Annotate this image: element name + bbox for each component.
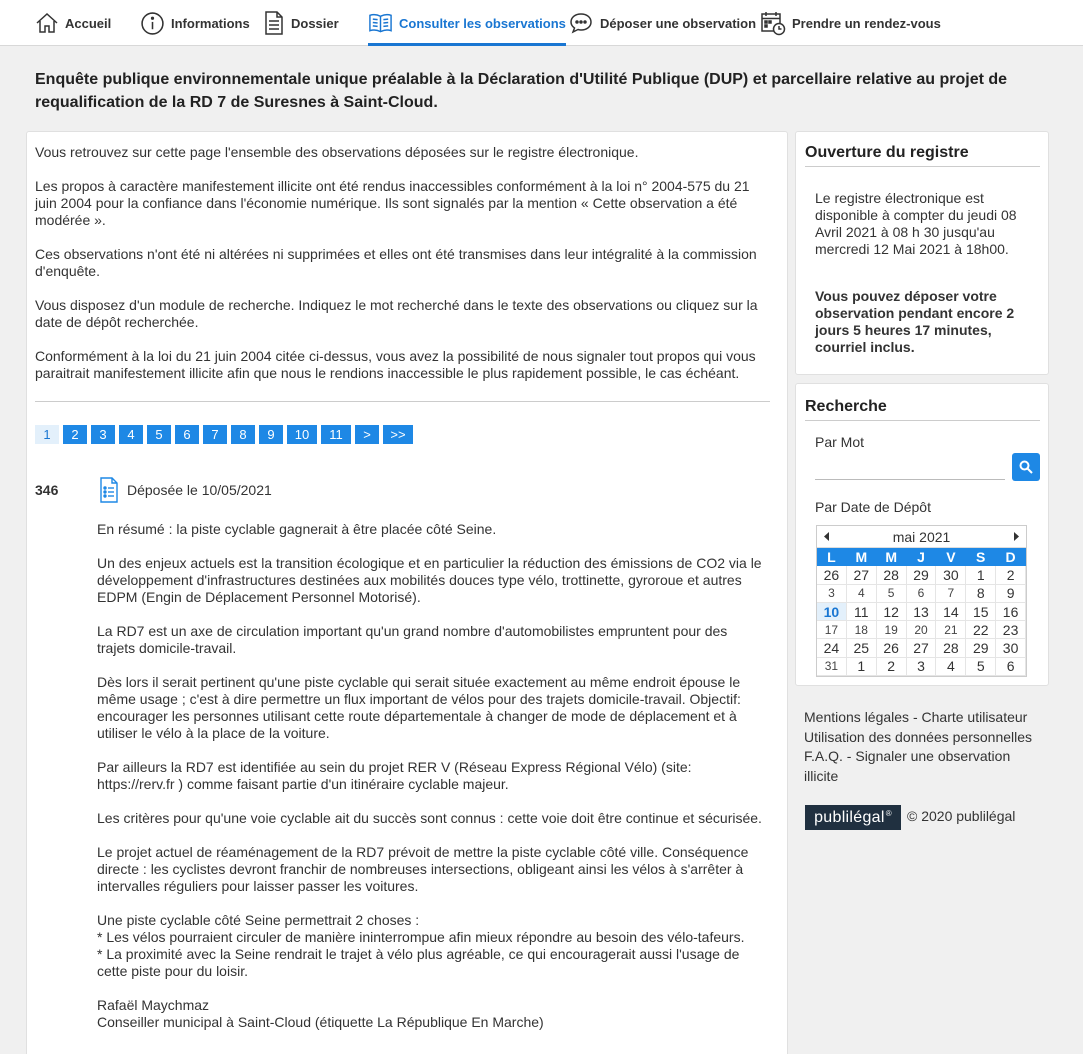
calendar-day[interactable]: 4 — [847, 585, 877, 603]
observation-paragraph: Les critères pour qu'une voie cyclable ait du succès sont connus : cette voie doit être continue et sécurisée. — [97, 810, 762, 826]
weekday: L — [817, 548, 847, 566]
page-link[interactable]: 7 — [203, 425, 227, 444]
calendar-day[interactable]: 28 — [877, 566, 907, 584]
calendar-day[interactable]: 21 — [936, 621, 966, 639]
calendar-day[interactable]: 27 — [847, 566, 877, 584]
page-link[interactable]: 2 — [63, 425, 87, 444]
page-link[interactable]: 6 — [175, 425, 199, 444]
registered-mark: ® — [885, 809, 892, 818]
calendar-day[interactable]: 17 — [817, 621, 847, 639]
calendar-day[interactable]: 1 — [966, 566, 996, 584]
calendar-day[interactable]: 2 — [877, 658, 907, 676]
divider — [35, 401, 770, 402]
weekday: M — [847, 548, 877, 566]
page-link[interactable]: 11 — [321, 425, 351, 444]
open-book-icon — [368, 12, 393, 34]
nav-consulter-observations[interactable] — [368, 0, 566, 46]
calendar-day[interactable]: 1 — [847, 658, 877, 676]
calendar-day[interactable]: 4 — [936, 658, 966, 676]
calendar-weekdays — [817, 548, 1026, 566]
page-link[interactable]: 9 — [259, 425, 283, 444]
page-title: Enquête publique environnementale unique préalable à la Déclaration d'Utilité Publique (DUP) et parcellaire relative au projet de requalification de la RD 7 de Suresnes à Saint-Cloud. — [35, 71, 1008, 111]
weekday: V — [936, 548, 966, 566]
page-link[interactable]: 3 — [91, 425, 115, 444]
pagination — [35, 425, 413, 444]
calendar-day[interactable]: 26 — [817, 566, 847, 584]
last-page-link[interactable]: >> — [383, 425, 413, 444]
calendar-day[interactable]: 5 — [877, 585, 907, 603]
mentions-legales-link[interactable]: Mentions légales — [804, 709, 910, 725]
signaler-link[interactable]: Signaler une observation illicite — [804, 748, 1011, 785]
calendar-day[interactable]: 23 — [996, 621, 1026, 639]
nav-deposer-label: Déposer une observation — [600, 15, 757, 31]
page-link[interactable]: 8 — [231, 425, 255, 444]
calendar-header — [817, 526, 1026, 548]
search-input[interactable] — [815, 456, 1005, 480]
calendar-day[interactable]: 18 — [847, 621, 877, 639]
calendar-week — [817, 658, 1026, 676]
weekday: J — [907, 548, 937, 566]
calendar-day[interactable]: 24 — [817, 639, 847, 657]
calendar-week — [817, 585, 1026, 603]
faq-link[interactable]: F.A.Q. — [804, 748, 843, 765]
comment-icon — [569, 11, 594, 35]
calendar-day[interactable]: 12 — [877, 603, 907, 621]
calendar-day[interactable]: 22 — [966, 621, 996, 639]
calendar-day[interactable]: 30 — [996, 639, 1026, 657]
recherche-title: Recherche — [805, 398, 887, 415]
par-mot-label: Par Mot — [815, 434, 865, 450]
observations-panel — [26, 131, 788, 1054]
calendar-day[interactable]: 29 — [966, 639, 996, 657]
calendar-day[interactable]: 6 — [996, 658, 1026, 676]
donnees-personnelles-link[interactable]: Utilisation des données personnelles — [804, 728, 1033, 745]
nav-informations-label: Informations — [171, 15, 250, 31]
calendar-week — [817, 639, 1026, 657]
nav-dossier[interactable] — [263, 0, 339, 46]
logo-text: publilégal — [814, 808, 885, 826]
caret-left-icon — [824, 532, 830, 541]
calendar-day[interactable]: 3 — [817, 585, 847, 603]
observation-paragraph: Par ailleurs la RD7 est identifiée au sein du projet RER V (Réseau Express Régional Vélo) (site: https://rerv.fr ) comme faisant partie d'un itinéraire cyclable majeur. — [97, 759, 692, 792]
calendar-week — [817, 603, 1026, 621]
calendar-day[interactable]: 31 — [817, 658, 847, 676]
observation-document-icon[interactable] — [99, 477, 119, 503]
registre-remaining: Vous pouvez déposer votre observation pendant encore 2 jours 5 heures 17 minutes, courriel inclus. — [815, 288, 1015, 355]
observation-signature: Rafaël Maychmaz Conseiller municipal à Saint-Cloud (étiquette La République En Marche) — [97, 997, 544, 1030]
page-link[interactable]: 10 — [287, 425, 317, 444]
calendar-clock-icon — [760, 10, 786, 36]
document-icon — [263, 11, 285, 35]
divider — [805, 420, 1040, 421]
observation-paragraph: Dès lors il serait pertinent qu'une piste cyclable qui serait située exactement au même endroit épouse le même usage ; c'est à dire permettre un flux important de vélos pour des trajets domicile-travail. Objectif: encourager les personnes utilisant cette route départementale à changer de mode de déplacement et à utiliser le vélo à la place de la voiture. — [97, 674, 741, 741]
registre-box — [795, 131, 1049, 375]
calendar-day[interactable]: 8 — [966, 585, 996, 603]
intro-paragraph: Ces observations n'ont été ni altérées ni supprimées et elles ont été transmises dans leur intégralité à la commission d'enquête. — [35, 246, 757, 279]
observation-paragraph: Le projet actuel de réaménagement de la RD7 prévoit de mettre la piste cyclable côté ville. Conséquence directe : les cyclistes devront franchir de nombreuses intersections, obligeant ainsi les vélos à s'arrêter à intervalles réguliers pour laisser passer les voitures. — [97, 844, 749, 894]
calendar-day[interactable]: 30 — [936, 566, 966, 584]
observation-paragraph: Un des enjeux actuels est la transition écologique et en particulier la réduction des émissions de CO2 via le développement d'infrastructures destinées aux mobilités douces type vélo, trottinette, gyroroue et autres EDPM (Engin de Déplacement Personnel Motorisé). — [97, 555, 762, 605]
intro-paragraph: Conformément à la loi du 21 juin 2004 citée ci-dessus, vous avez la possibilité de nous signaler tout propos qui vous paraitrait manifestement illicite afin que nous le rendions inaccessible le plus rapidement possible, le cas échéant. — [35, 348, 756, 381]
intro-paragraph: Les propos à caractère manifestement illicite ont été rendus inaccessibles conformément à la loi n° 2004-575 du 21 juin 2004 pour la confiance dans l'économie numérique. Ils sont signalés par la mention « Cette observation a été modérée ». — [35, 178, 750, 228]
charte-utilisateur-link[interactable]: Charte utilisateur — [921, 709, 1028, 725]
top-navigation — [0, 0, 1083, 46]
search-icon — [1019, 460, 1033, 474]
calendar-day[interactable]: 6 — [907, 585, 937, 603]
nav-informations[interactable] — [140, 0, 250, 46]
nav-consulter-label: Consulter les observations — [399, 15, 566, 31]
intro-paragraph: Vous retrouvez sur cette page l'ensemble des observations déposées sur le registre électronique. — [35, 144, 639, 160]
prev-month-button[interactable] — [821, 530, 833, 544]
caret-right-icon — [1013, 532, 1019, 541]
nav-accueil[interactable] — [35, 0, 111, 46]
search-button[interactable] — [1012, 453, 1040, 481]
recherche-box — [795, 383, 1049, 686]
calendar-day[interactable]: 15 — [966, 603, 996, 621]
calendar-day[interactable]: 28 — [936, 639, 966, 657]
info-icon — [140, 11, 165, 36]
calendar-day[interactable]: 13 — [907, 603, 937, 621]
calendar-day[interactable]: 27 — [907, 639, 937, 657]
nav-prendre-rdv[interactable] — [760, 0, 941, 46]
calendar-day[interactable]: 29 — [907, 566, 937, 584]
observation-number: 346 — [35, 482, 59, 498]
calendar-day[interactable]: 26 — [877, 639, 907, 657]
divider — [805, 166, 1040, 167]
nav-accueil-label: Accueil — [65, 15, 112, 31]
calendar-day[interactable]: 11 — [847, 603, 877, 621]
weekday: D — [996, 548, 1026, 566]
nav-deposer-observation[interactable] — [569, 0, 756, 46]
footer-links: Mentions légales - Charte utilisateur Utilisation des données personnelles F.A.Q. - Signaler une observation illicite — [804, 709, 1033, 785]
calendar-day-selected[interactable]: 10 — [817, 603, 847, 621]
observation-date: Déposée le 10/05/2021 — [127, 482, 272, 498]
calendar-day[interactable]: 7 — [936, 585, 966, 603]
page-link[interactable]: 4 — [119, 425, 143, 444]
copyright: © 2020 publilégal — [907, 808, 1016, 824]
publilegal-logo[interactable] — [805, 805, 901, 830]
nav-rdv-label: Prendre un rendez-vous — [792, 15, 941, 31]
date-picker — [816, 525, 1027, 677]
registre-dates: Le registre électronique est disponible à compter du jeudi 08 Avril 2021 à 08 h 30 jusqu'au mercredi 12 Mai 2021 à 18h00. — [815, 190, 1017, 257]
calendar-day[interactable]: 16 — [996, 603, 1026, 621]
observation-paragraph: La RD7 est un axe de circulation important qu'un grand nombre d'automobilistes empruntent pour des trajets domicile-travail. — [97, 623, 728, 656]
next-page-link[interactable]: > — [355, 425, 379, 444]
intro-paragraph: Vous disposez d'un module de recherche. Indiquez le mot recherché dans le texte des observations ou cliquez sur la date de dépôt recherchée. — [35, 297, 758, 330]
calendar-day[interactable]: 3 — [907, 658, 937, 676]
next-month-button[interactable] — [1010, 530, 1022, 544]
calendar-week — [817, 621, 1026, 639]
observation-paragraph: Une piste cyclable côté Seine permettrait 2 choses : * Les vélos pourraient circuler de manière ininterrompue afin mieux répondre au besoin des vélo-tafeurs. * La proximité avec la Seine rendrait le trajet à vélo plus agréable, ce qui encouragerait aussi l'usage de cette piste pour du loisir. — [97, 912, 745, 979]
calendar-month: mai 2021 — [892, 528, 951, 545]
nav-dossier-label: Dossier — [291, 15, 339, 31]
weekday: M — [877, 548, 907, 566]
calendar-day[interactable]: 2 — [996, 566, 1026, 584]
calendar-day[interactable]: 9 — [996, 585, 1026, 603]
calendar-day[interactable]: 25 — [847, 639, 877, 657]
calendar-week — [817, 566, 1026, 584]
calendar-day[interactable]: 20 — [907, 621, 937, 639]
weekday: S — [966, 548, 996, 566]
par-date-label: Par Date de Dépôt — [815, 499, 931, 515]
calendar-day[interactable]: 14 — [936, 603, 966, 621]
observation-paragraph: En résumé : la piste cyclable gagnerait à être placée côté Seine. — [97, 521, 497, 537]
page-link-current[interactable]: 1 — [35, 425, 59, 444]
home-icon — [35, 11, 59, 35]
registre-title: Ouverture du registre — [805, 144, 969, 161]
calendar-day[interactable]: 5 — [966, 658, 996, 676]
calendar-day[interactable]: 19 — [877, 621, 907, 639]
page-link[interactable]: 5 — [147, 425, 171, 444]
